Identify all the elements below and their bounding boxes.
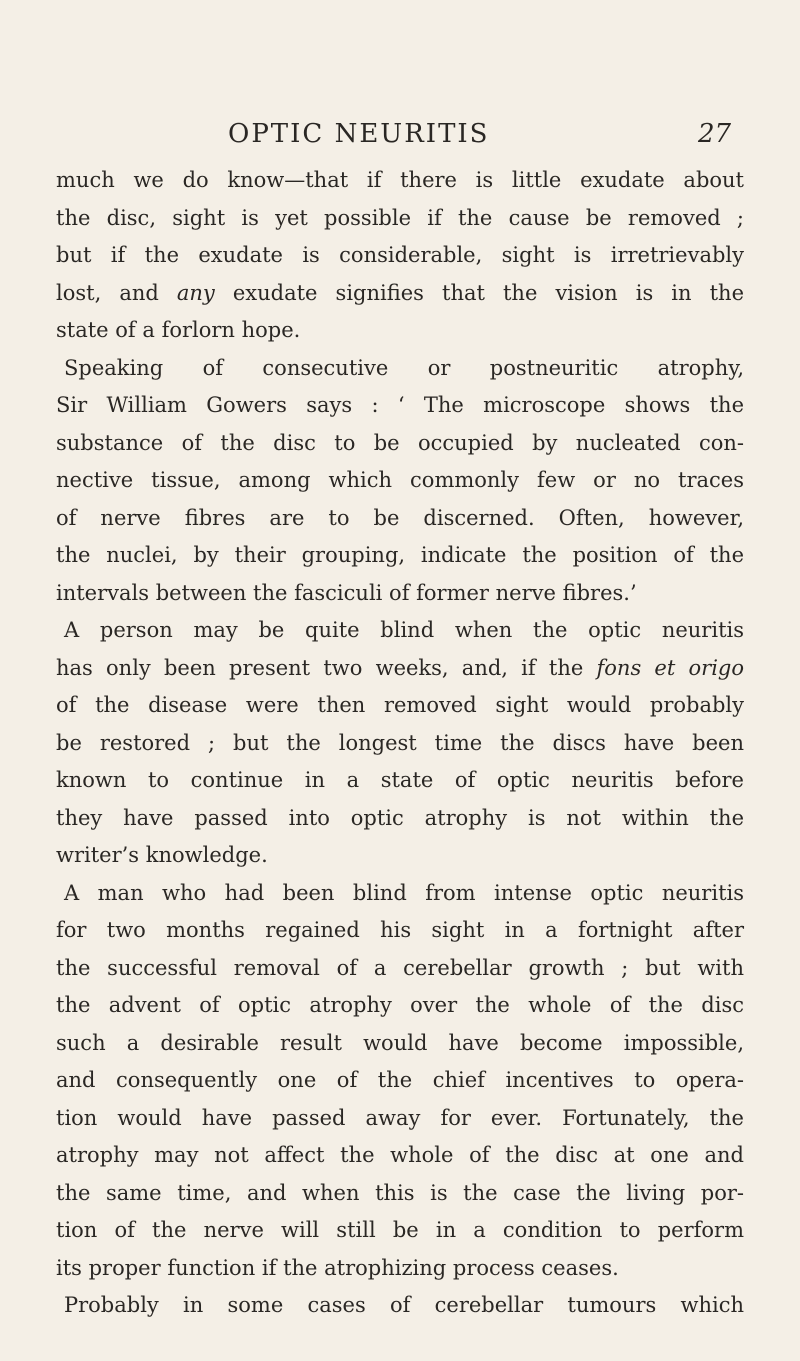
body-text — [56, 162, 744, 1325]
text-line: A man who had been blind from intense optic neuritis — [64, 880, 744, 905]
text-line: for two months regained his sight in a fortnight after — [56, 918, 744, 942]
text-line: lost, and any exudate signifies that the vision is in the — [56, 280, 744, 305]
text-line: substance of the disc to be occupied by nucleated con- — [56, 430, 744, 455]
text-line: such a desirable result would have become impossible, — [56, 1030, 744, 1055]
text-line: Speaking of consecutive or postneuritic atrophy, — [64, 355, 744, 380]
text-line: known to continue in a state of optic neuritis before — [56, 768, 744, 792]
text-line: much we do know—that if there is little exudate about — [56, 168, 744, 192]
text-line: nective tissue, among which commonly few or no traces — [56, 468, 744, 492]
text-line: writer’s knowledge. — [56, 843, 268, 867]
text-line: the same time, and when this is the case the living por- — [56, 1180, 744, 1205]
text-line: Probably in some cases of cerebellar tumours which — [64, 1293, 744, 1317]
text-line: tion would have passed away for ever. Fortunately, the — [56, 1105, 744, 1130]
text-line: intervals between the fasciculi of former nerve fibres.’ — [56, 580, 637, 605]
text-line: the disc, sight is yet possible if the cause be removed ; — [56, 205, 744, 230]
text-line: but if the exudate is considerable, sight is irretrievably — [56, 243, 744, 267]
page-number: 27 — [698, 119, 732, 149]
text-line: be restored ; but the longest time the discs have been — [56, 730, 744, 755]
text-line: its proper function if the atrophizing process ceases. — [56, 1255, 619, 1280]
text-line: A person may be quite blind when the optic neuritis — [64, 618, 744, 642]
text-line: the successful removal of a cerebellar growth ; but with — [56, 955, 744, 980]
text-line: Sir William Gowers says : ‘ The microscope shows the — [56, 393, 744, 417]
text-line: the advent of optic atrophy over the whole of the disc — [56, 993, 744, 1017]
text-line: has only been present two weeks, and, if the fons et origo — [56, 655, 744, 680]
text-line: state of a forlorn hope. — [56, 318, 301, 342]
text-line: and consequently one of the chief incentives to opera- — [56, 1068, 744, 1092]
text-line: of the disease were then removed sight would probably — [56, 693, 744, 717]
text-line: atrophy may not affect the whole of the disc at one and — [56, 1143, 744, 1167]
running-title: OPTIC NEURITIS — [228, 119, 490, 149]
text-line: the nuclei, by their grouping, indicate the position of the — [56, 543, 744, 567]
text-line: tion of the nerve will still be in a condition to perform — [56, 1218, 744, 1242]
text-line: they have passed into optic atrophy is not within the — [56, 805, 744, 830]
page-header — [0, 114, 800, 154]
text-line: of nerve fibres are to be discerned. Often, however, — [56, 505, 744, 530]
